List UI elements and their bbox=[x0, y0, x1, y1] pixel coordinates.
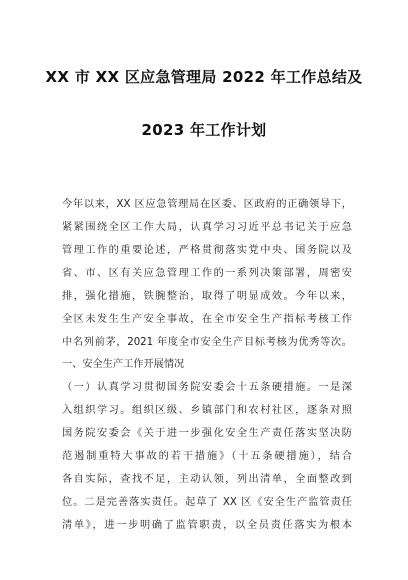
body-line: 各自实际，查找不足，主动认领，列出清单，全面整改到 bbox=[62, 474, 352, 485]
body-line: 排，强化措施，铁腕整治，取得了明显成效。今年以来， bbox=[62, 291, 352, 302]
body-line: 国务院安委会《关于进一步强化安全生产责任落实坚决防 bbox=[62, 428, 352, 439]
body-line: （一）认真学习贯彻国务院安委会十五条硬措施。一是深 bbox=[62, 382, 352, 393]
document-title-line-1: XX 市 XX 区应急管理局 2022 年工作总结及 bbox=[45, 68, 363, 86]
body-line: 中名列前茅，2021 年度全市安全生产目标考核为优秀等次。 bbox=[62, 337, 352, 348]
document-title-line-2: 2023 年工作计划 bbox=[141, 121, 267, 139]
body-line: 清单》，进一步明确了监管职责，以全员责任落实为根本 bbox=[62, 520, 352, 531]
body-line: 位。二是完善落实责任。起草了 XX 区《安全生产监管责任 bbox=[62, 497, 352, 508]
section-heading: 一、安全生产工作开展情况 bbox=[62, 359, 185, 370]
body-line: 紧紧围绕全区工作大局，认真学习习近平总书记关于应急 bbox=[62, 222, 352, 233]
body-line: 今年以来，XX 区应急管理局在区委、区政府的正确领导下， bbox=[62, 199, 352, 210]
body-line: 入组织学习。组织区级、乡镇部门和农村社区，逐条对照 bbox=[62, 405, 352, 416]
body-line: 全区未发生生产安全事故，在全市安全生产指标考核工作 bbox=[62, 314, 352, 325]
body-line: 省、市、区有关应急管理工作的一系列决策部署，周密安 bbox=[62, 268, 352, 279]
body-line: 范遏制重特大事故的若干措施》（十五条硬措施），结合 bbox=[62, 451, 352, 462]
body-line: 管理工作的重要论述，严格贯彻落实党中央、国务院以及 bbox=[62, 245, 352, 256]
